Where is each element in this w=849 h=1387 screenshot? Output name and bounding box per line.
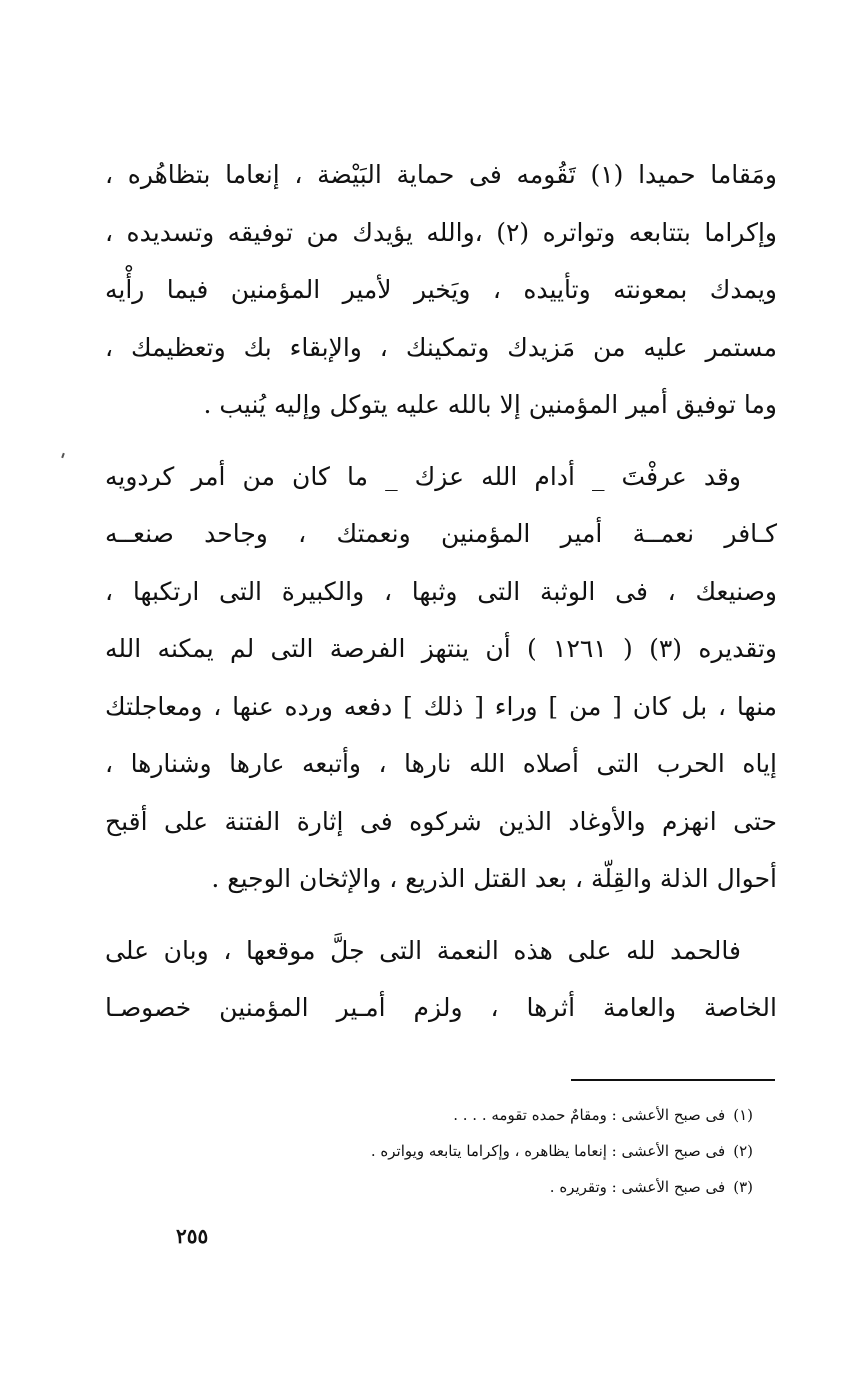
- text-line: كـافر نعمــة أمير المؤمنين ونعمتك ، وجاحد صنعــه: [105, 519, 777, 548]
- text-line: الخاصة والعامة أثرها ، ولزم أمـير المؤمنين خصوصـا: [105, 993, 777, 1022]
- footnote-number: (٢): [733, 1142, 753, 1160]
- scan-speck: [61, 453, 65, 458]
- text-line: فالحمد لله على هذه النعمة التى جلَّ موقعها ، وبان على: [105, 935, 741, 965]
- footnote-text: فى صبح الأعشى : وتقريره .: [549, 1178, 726, 1196]
- paragraph: [105, 922, 777, 1037]
- text-line: مستمر عليه من مَزيدك وتمكينك ، والإبقاء بك وتعظيمك ،: [105, 332, 777, 362]
- text-line: وما توفيق أمير المؤمنين إلا بالله عليه يتوكل وإليه يُنيب .: [203, 390, 777, 419]
- text-line: وصنيعك ، فى الوثبة التى وثبها ، والكبيرة التى ارتكبها ،: [105, 576, 777, 606]
- page-number: ٢٥٥: [176, 1224, 209, 1248]
- text-line: ومَقاما حميدا (١) تَقُومه فى حماية البَيْضة ، إنعاما بتظاهُره ،: [105, 160, 777, 189]
- paragraph: [105, 146, 777, 434]
- text-line: وإكراما بتتابعه وتواتره (٢) ،والله يؤيدك من توفيقه وتسديده ،: [105, 217, 777, 247]
- footnote: [193, 1133, 753, 1169]
- text-line: إياه الحرب التى أصلاه الله نارها ، وأتبعه عارها وشنارها ،: [105, 749, 777, 778]
- text-line: منها ، بل كان [ من ] وراء [ ذلك ] دفعه ورده عنها ، ومعاجلتك: [105, 691, 777, 721]
- footnotes: [193, 1097, 753, 1205]
- footnote-text: فى صبح الأعشى : ومقامٌ حمده تقومه . . . .: [453, 1106, 726, 1124]
- footnote-divider: [571, 1079, 775, 1081]
- text-line: حتى انهزم والأوغاد الذين شركوه فى إثارة الفتنة على أقبح: [105, 806, 777, 836]
- text-line: أحوال الذلة والقِلّة ، بعد القتل الذريع ، والإثخان الوجيع .: [211, 864, 777, 893]
- text-line: وقد عرفْتَ _ أدام الله عزك _ ما كان من أمر كردويه: [105, 461, 741, 491]
- footnote-number: (١): [733, 1106, 753, 1124]
- footnote-number: (٣): [733, 1178, 753, 1196]
- main-text: [105, 146, 777, 1037]
- text-line: وتقديره (٣) ( ١٢٦١ ) أن ينتهز الفرصة التى لم يمكنه الله: [105, 634, 777, 663]
- footnote: [193, 1097, 753, 1133]
- footnote-text: فى صبح الأعشى : إنعاما يظاهره ، وإكراما يتابعه ويواتره .: [370, 1142, 726, 1160]
- text-line: ويمدك بمعونته وتأييده ، ويَخير لأمير المؤمنين فيما رأْيه: [105, 275, 777, 304]
- footnote: [193, 1169, 753, 1205]
- paragraph: [105, 448, 777, 908]
